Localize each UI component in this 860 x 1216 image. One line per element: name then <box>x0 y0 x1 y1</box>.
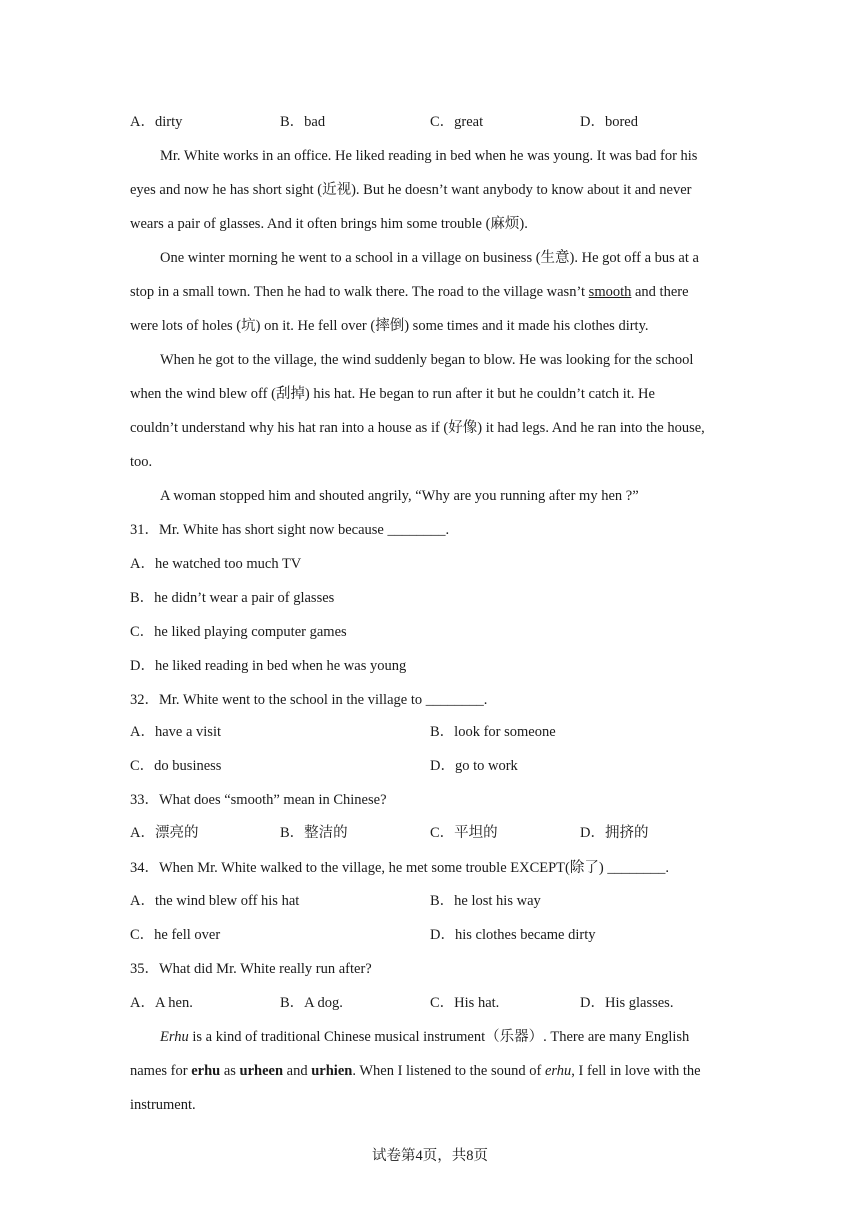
question-33: 33．What does “smooth” mean in Chinese? <box>130 792 387 808</box>
passage-line: wears a pair of glasses. And it often brings him some trouble (麻烦). <box>130 216 528 232</box>
option: D．his clothes became dirty <box>430 927 596 943</box>
italic-word: erhu <box>544 1063 572 1079</box>
option: D．His glasses. <box>580 995 674 1011</box>
option: A．漂亮的 <box>130 825 199 841</box>
passage-line <box>130 1061 740 1095</box>
option: C．His hat. <box>430 995 500 1011</box>
option: C．do business <box>130 758 222 774</box>
page-footer: 试卷第4页，共8页 <box>372 1148 488 1164</box>
option: B．bad <box>280 114 326 130</box>
options-row <box>130 722 740 756</box>
options-row <box>130 891 740 925</box>
passage-line: Mr. White works in an office. He liked reading in bed when he was young. It was bad for his <box>160 148 698 164</box>
option: B．A dog. <box>280 995 343 1011</box>
italic-word: Erhu <box>160 1029 189 1045</box>
option: D．go to work <box>430 758 518 774</box>
passage-line: too. <box>130 454 153 470</box>
question-35: 35．What did Mr. White really run after? <box>130 961 372 977</box>
passage-text: and <box>283 1063 312 1079</box>
passage-line: eyes and now he has short sight (近视). But he doesn’t want anybody to know about it and never <box>130 182 692 198</box>
passage-text: , I fell in love with the <box>571 1063 701 1079</box>
option: A．dirty <box>130 114 183 130</box>
passage-text: stop in a small town. Then he had to walk there. The road to the village wasn’t <box>130 284 589 300</box>
passage-line: When he got to the village, the wind suddenly began to blow. He was looking for the school <box>160 352 694 368</box>
passage-text: and there <box>631 284 689 300</box>
option: C．great <box>430 114 484 130</box>
option: A．have a visit <box>130 724 222 740</box>
options-row <box>130 993 740 1027</box>
options-row <box>130 823 740 857</box>
passage-line: instrument. <box>130 1097 196 1113</box>
passage-text: as <box>220 1063 240 1079</box>
bold-word: urheen <box>239 1063 284 1079</box>
question-32: 32．Mr. White went to the school in the village to ________. <box>130 692 488 708</box>
option: A．he watched too much TV <box>130 556 302 572</box>
passage-line: were lots of holes (坑) on it. He fell over (摔倒) some times and it made his clothes dirty. <box>130 318 649 334</box>
question-31: 31．Mr. White has short sight now because ________. <box>130 522 450 538</box>
passage-line <box>130 282 740 316</box>
passage-text: . When I listened to the sound of <box>352 1063 545 1079</box>
option: D．bored <box>580 114 638 130</box>
passage-line <box>130 1027 740 1061</box>
option: B．look for someone <box>430 724 556 740</box>
underlined-word: smooth <box>588 284 632 300</box>
passage-line: One winter morning he went to a school in a village on business (生意). He got off a bus at a <box>160 250 699 266</box>
passage-line: A woman stopped him and shouted angrily, “Why are you running after my hen ?” <box>160 488 639 504</box>
option: C．he liked playing computer games <box>130 624 347 640</box>
options-row <box>130 925 740 959</box>
passage-text: is a kind of traditional Chinese musical instrument（乐器）. There are many English <box>188 1029 690 1045</box>
option: A．A hen. <box>130 995 193 1011</box>
options-row <box>130 756 740 790</box>
option: D．he liked reading in bed when he was young <box>130 658 407 674</box>
passage-line: when the wind blew off (刮掉) his hat. He began to run after it but he couldn’t catch it. He <box>130 386 655 402</box>
option: B．整洁的 <box>280 825 348 841</box>
option: C．平坦的 <box>430 825 498 841</box>
passage-text: names for <box>130 1063 192 1079</box>
option: B．he lost his way <box>430 893 541 909</box>
option: B．he didn’t wear a pair of glasses <box>130 590 335 606</box>
options-row <box>130 112 740 146</box>
passage-line: couldn’t understand why his hat ran into a house as if (好像) it had legs. And he ran into the house, <box>130 420 705 436</box>
bold-word: erhu <box>191 1063 221 1079</box>
option: D．拥挤的 <box>580 825 649 841</box>
bold-word: urhien <box>311 1063 353 1079</box>
question-34: 34．When Mr. White walked to the village, he met some trouble EXCEPT(除了) ________. <box>130 860 669 876</box>
option: C．he fell over <box>130 927 221 943</box>
option: A．the wind blew off his hat <box>130 893 300 909</box>
